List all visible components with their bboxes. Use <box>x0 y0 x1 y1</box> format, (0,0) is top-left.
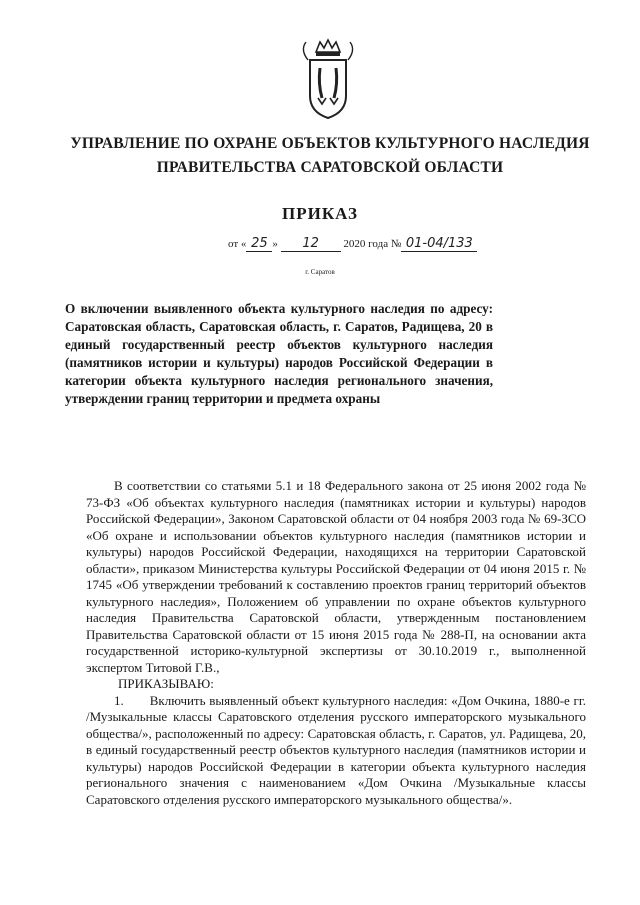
order-keyword: ПРИКАЗЫВАЮ: <box>118 676 214 691</box>
organization-header <box>40 132 620 180</box>
document-date-number-line <box>228 236 477 252</box>
coat-of-arms-emblem <box>296 38 360 122</box>
date-day: 25 <box>246 236 272 252</box>
date-prefix: от « <box>228 238 247 250</box>
organization-line-2: ПРАВИТЕЛЬСТВА САРАТОВСКОЙ ОБЛАСТИ <box>156 159 504 176</box>
document-type-title: ПРИКАЗ <box>282 204 358 223</box>
preamble-paragraph: В соответствии со статьями 5.1 и 18 Федерального закона от 25 июня 2002 года № 73-ФЗ «Об объектах культурного наследия (памятниках истории и культуры) народов Российской Федерации», Законом Саратовской области от 04 ноября 2003 года № 69-ЗСО «Об охране и использовании объектов культурного наследия (памятников истории и культуры) народов Российской Федерации, находящихся на территории Саратовской области», приказом Министерства культуры Российской Федерации от 04 июня 2015 г. № 1745 «Об утверждении требований к составлению проектов границ территорий объектов культурного наследия», Положением об управлении по охране объектов культурного наследия Правительства Саратовской области, утвержденным постановлением Правительства Саратовской области от 15 июня 2015 года № 288-П, на основании акта государственной историко-культурной экспертизы от 30.10.2019 г., выполненной экспертом Титовой Г.В., <box>86 478 586 675</box>
order-item-1: 1. Включить выявленный объект культурного наследия: «Дом Очкина, 1880-е гг. /Музыкальные классы Саратовского отделения русского императорского музыкального общества/», расположенный по адресу: Саратовская область, г. Саратов, ул. Радищева, 20, в единый государственный реестр объектов культурного наследия (памятников истории и культуры) народов Российской Федерации в категории объекта культурного наследия регионального значения с наименованием «Дом Очкина /Музыкальные классы Саратовского отделения русского императорского музыкального общества/». <box>86 692 586 807</box>
date-mid: » <box>272 238 278 250</box>
date-month: 12 <box>281 236 341 252</box>
document-body <box>86 478 586 808</box>
date-year: 2020 года № <box>343 238 402 250</box>
organization-line-1: УПРАВЛЕНИЕ ПО ОХРАНЕ ОБЪЕКТОВ КУЛЬТУРНОГО НАСЛЕДИЯ <box>70 135 590 152</box>
document-subject: О включении выявленного объекта культурного наследия по адресу: Саратовская область, Саратовская область, г. Саратов, Радищева, 20 в единый государственный реестр объектов культурного наследия (памятников истории и культуры) народов Российской Федерации в категории объекта культурного наследия регионального значения, утверждении границ территории и предмета охраны <box>65 301 493 406</box>
document-number: 01-04/133 <box>401 236 477 252</box>
city-label: г. Саратов <box>305 268 335 276</box>
